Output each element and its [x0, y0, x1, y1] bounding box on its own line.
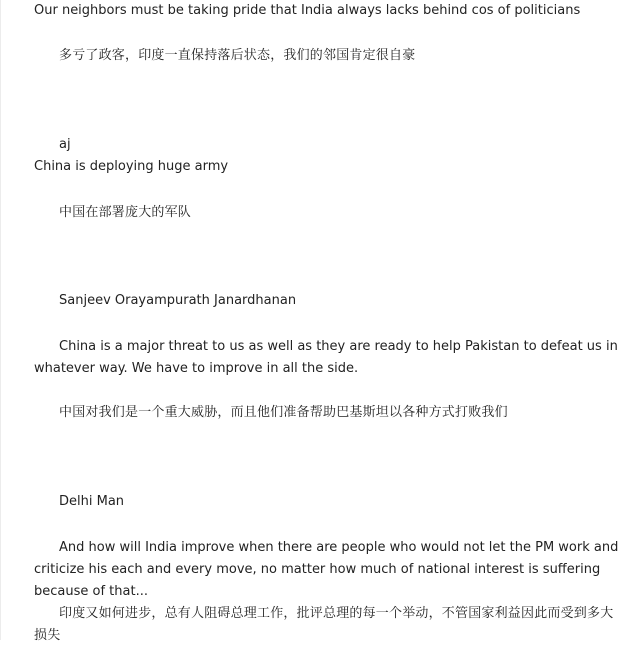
comment-3-english: China is a major threat to us as well as they are ready to help Pakistan to defeat us in whatever way. We have to improve in all the side.: [34, 339, 618, 376]
comment-1-chinese: 多亏了政客，印度一直保持落后状态，我们的邻国肯定很自豪: [59, 48, 416, 63]
comment-3-chinese: 中国对我们是一个重大威胁，而且他们准备帮助巴基斯坦以各种方式打败我们: [59, 405, 508, 420]
comment-2-english: China is deploying huge army: [34, 159, 229, 174]
comment-2-chinese: 中国在部署庞大的军队: [59, 205, 192, 220]
comment-4-chinese: 印度又如何进步，总有人阻碍总理工作，批评总理的每一个举动，不管国家利益因此而受到多大损失: [34, 606, 614, 643]
comment-1-english: Our neighbors must be taking pride that India always lacks behind cos of politicians: [34, 3, 581, 18]
comment-4-author: Delhi Man: [59, 494, 125, 509]
comment-3-author: Sanjeev Orayampurath Janardhanan: [59, 293, 297, 308]
comment-2-author: aj: [59, 137, 71, 152]
comment-4-english: And how will India improve when there are people who would not let the PM work and criticize his each and every move, no matter how much of national interest is suffering because of that...: [34, 540, 619, 599]
